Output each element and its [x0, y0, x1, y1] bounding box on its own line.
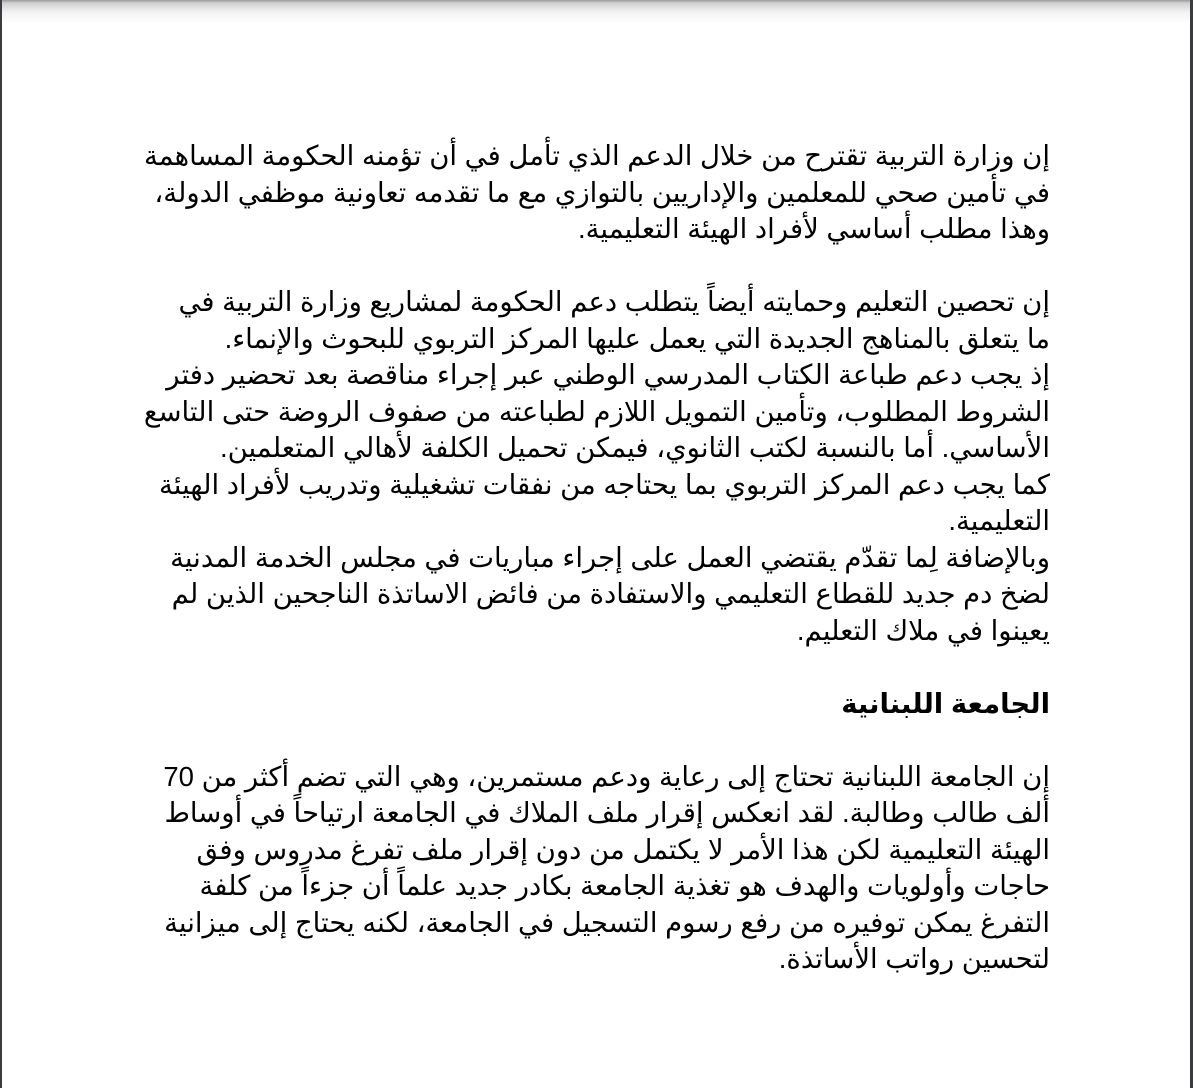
text-line: الهيئة التعليمية لكن هذا الأمر لا يكتمل من دون إقرار ملف تفرغ مدروس وفق — [196, 833, 1050, 865]
text-line: ألف طالب وطالبة. لقد انعكس إقرار ملف الملاك في الجامعة ارتياحاً في أوساط — [164, 797, 1050, 828]
text-line: إن وزارة التربية تقترح من خلال الدعم الذي تأمل في أن تؤمنه الحكومة المساهمة — [144, 140, 1050, 171]
document-body — [138, 138, 1050, 978]
text-line: لضخ دم جديد للقطاع التعليمي والاستفادة من فائض الاساتذة الناجحين الذين لم — [171, 578, 1050, 609]
text-line: وهذا مطلب أساسي لأفراد الهيئة التعليمية. — [578, 213, 1050, 244]
paragraph-textbook-printing — [138, 357, 1050, 467]
paragraph-health-insurance — [138, 138, 1050, 248]
section-heading: الجامعة اللبنانية — [841, 687, 1050, 719]
text-line: لتحسين رواتب الأساتذة. — [778, 943, 1050, 974]
paragraph-gap — [138, 248, 1050, 285]
paragraph-lebanese-university — [138, 759, 1050, 978]
text-line: إن الجامعة اللبنانية تحتاج إلى رعاية ودعم مستمرين، وهي التي تضم أكثر من 70 — [163, 760, 1050, 792]
text-line: التفرغ يمكن توفيره من رفع رسوم التسجيل في الجامعة، لكنه يحتاج إلى ميزانية — [164, 906, 1050, 938]
text-line: كما يجب دعم المركز التربوي بما يحتاجه من نفقات تشغيلية وتدريب لأفراد الهيئة — [159, 468, 1050, 500]
text-line: حاجات وأولويات والهدف هو تغذية الجامعة بكادر جديد علماً أن جزءاً من كلفة — [199, 870, 1050, 901]
paragraph-gap — [138, 649, 1050, 686]
text-line: في تأمين صحي للمعلمين والإداريين بالتوازي مع ما تقدمه تعاونية موظفي الدولة، — [154, 176, 1050, 208]
text-line: الأساسي. أما بالنسبة لكتب الثانوي، فيمكن تحميل الكلفة لأهالي المتعلمين. — [219, 432, 1050, 463]
document-page — [2, 0, 1190, 1088]
text-line: التعليمية. — [948, 505, 1050, 536]
text-line: إن تحصين التعليم وحمايته أيضاً يتطلب دعم الحكومة لمشاريع وزارة التربية في — [178, 286, 1050, 317]
page-top-shadow — [2, 0, 1190, 24]
text-line: وبالإضافة لِما تقدّم يقتضي العمل على إجراء مباريات في مجلس الخدمة المدنية — [170, 541, 1050, 573]
text-line: إذ يجب دعم طباعة الكتاب المدرسي الوطني عبر إجراء مناقصة بعد تحضير دفتر — [166, 359, 1050, 390]
paragraph-educational-center — [138, 467, 1050, 540]
paragraph-gap — [138, 722, 1050, 759]
paragraph-curricula — [138, 284, 1050, 357]
text-line: الشروط المطلوب، وتأمين التمويل اللازم لطباعته من صفوف الروضة حتى التاسع — [143, 395, 1050, 427]
paragraph-civil-service — [138, 540, 1050, 650]
text-line: ما يتعلق بالمناهج الجديدة التي يعمل عليها المركز التربوي للبحوث والإنماء. — [224, 322, 1050, 354]
text-line: يعينوا في ملاك التعليم. — [796, 614, 1050, 646]
